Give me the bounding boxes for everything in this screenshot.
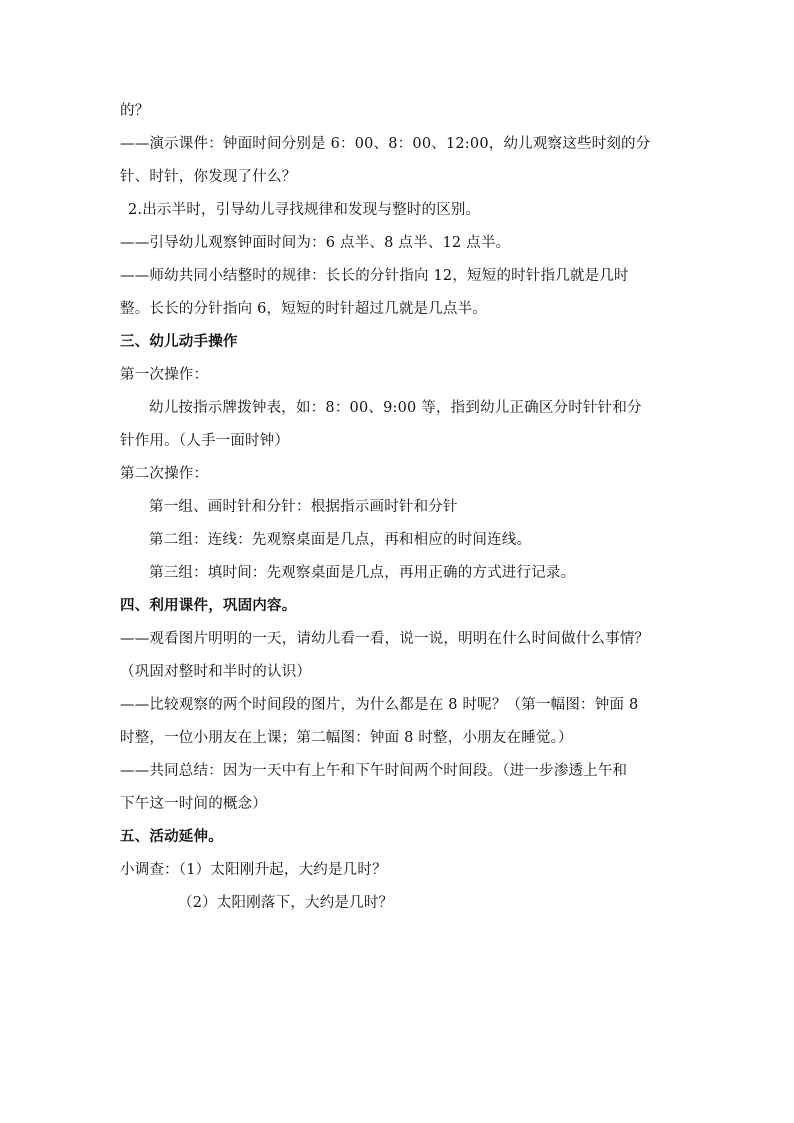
section-heading: 三、幼儿动手操作 [120, 334, 238, 350]
text-line: 第二组：连线：先观察桌面是几点，再和相应的时间连线。 [149, 532, 532, 548]
text-line: 的？ [120, 103, 150, 119]
text-line: 幼儿按指示牌拨钟表，如：8：00、9:00 等，指到幼儿正确区分时针针和分 [149, 400, 642, 416]
text-line: 第一次操作： [120, 367, 209, 383]
text-line: 第三组：填时间：先观察桌面是几点，再用正确的方式进行记录。 [149, 565, 576, 581]
text-line: 针、时针，你发现了什么？ [120, 169, 297, 185]
text-line: 针作用。（人手一面时钟） [120, 433, 290, 449]
text-line: 第一组、画时针和分针：根据指示画时针和分针 [149, 499, 458, 515]
text-line: ——师幼共同小结整时的规律：长长的分针指向 12，短短的时针指几就是几时 [120, 268, 629, 284]
section-heading: 五、活动延伸。 [120, 829, 223, 845]
text-line: ——演示课件：钟面时间分别是 6：00、8：00、12:00，幼儿观察这些时刻的分 [120, 136, 651, 152]
text-line: 小调查：（1）太阳刚升起，大约是几时？ [120, 862, 387, 878]
text-line: 第二次操作： [120, 466, 209, 482]
text-line: 2.出示半时，引导幼儿寻找规律和发现与整时的区别。 [128, 202, 481, 218]
text-line: ——比较观察的两个时间段的图片，为什么都是在 8 时呢？（第一幅图：钟面 8 [120, 697, 639, 713]
text-line: 整。长长的分针指向 6，短短的时针超过几就是几点半。 [120, 301, 488, 317]
section-heading: 四、利用课件，巩固内容。 [120, 598, 297, 614]
document-body [120, 95, 680, 920]
text-line: ——共同总结：因为一天中有上午和下午时间两个时间段。（进一步渗透上午和 [120, 763, 628, 779]
text-line: （巩固对整时和半时的认识） [120, 664, 312, 680]
text-line: 下午这一时间的概念） [120, 796, 267, 812]
text-line: 时整，一位小朋友在上课；第二幅图：钟面 8 时整，小朋友在睡觉。） [120, 730, 573, 746]
text-line: ——引导幼儿观察钟面时间为：6 点半、8 点半、12 点半。 [120, 235, 511, 251]
text-line: ——观看图片明明的一天，请幼儿看一看，说一说，明明在什么时间做什么事情？ [120, 631, 650, 647]
text-line: （2）太阳刚落下，大约是几时？ [178, 895, 394, 911]
